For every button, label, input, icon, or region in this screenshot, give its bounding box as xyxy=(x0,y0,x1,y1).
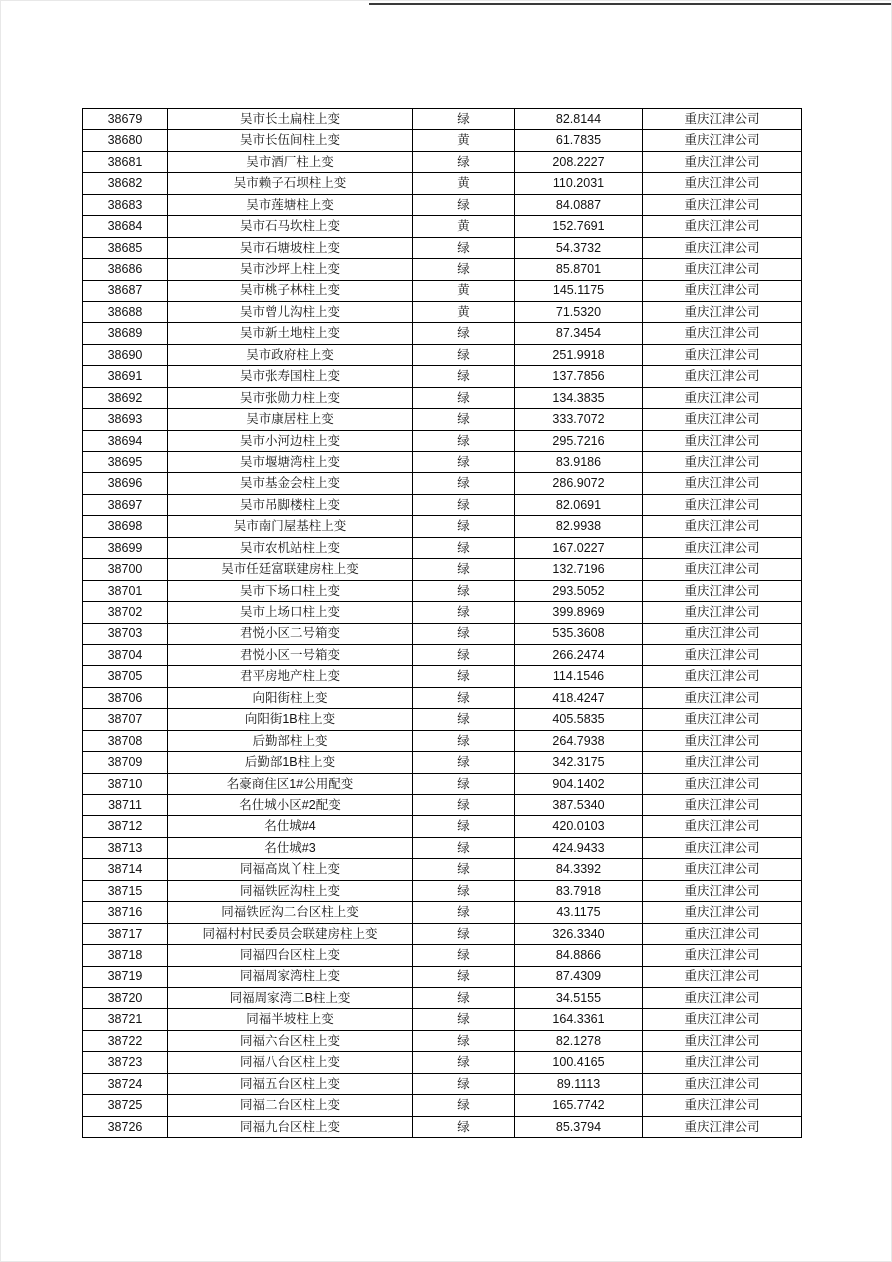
status-cell: 绿 xyxy=(413,709,515,730)
status-cell: 绿 xyxy=(413,323,515,344)
table-row xyxy=(83,987,802,1008)
value-cell: 82.8144 xyxy=(515,109,643,130)
status-cell: 黄 xyxy=(413,216,515,237)
status-cell: 绿 xyxy=(413,602,515,623)
company-cell: 重庆江津公司 xyxy=(643,516,802,537)
table-row xyxy=(83,259,802,280)
status-cell: 绿 xyxy=(413,344,515,365)
name-cell: 吴市石塘坡柱上变 xyxy=(168,237,413,258)
id-cell: 38687 xyxy=(83,280,168,301)
id-cell: 38683 xyxy=(83,194,168,215)
table-row xyxy=(83,1073,802,1094)
value-cell: 132.7196 xyxy=(515,559,643,580)
table-row xyxy=(83,194,802,215)
table-row xyxy=(83,559,802,580)
company-cell: 重庆江津公司 xyxy=(643,752,802,773)
id-cell: 38701 xyxy=(83,580,168,601)
status-cell: 绿 xyxy=(413,666,515,687)
name-cell: 同福二台区柱上变 xyxy=(168,1095,413,1116)
id-cell: 38692 xyxy=(83,387,168,408)
id-cell: 38711 xyxy=(83,795,168,816)
value-cell: 295.7216 xyxy=(515,430,643,451)
status-cell: 绿 xyxy=(413,987,515,1008)
name-cell: 向阳街1B柱上变 xyxy=(168,709,413,730)
name-cell: 名仕城小区#2配变 xyxy=(168,795,413,816)
company-cell: 重庆江津公司 xyxy=(643,1052,802,1073)
name-cell: 同福四台区柱上变 xyxy=(168,945,413,966)
name-cell: 吴市堰塘湾柱上变 xyxy=(168,452,413,473)
table-row xyxy=(83,966,802,987)
company-cell: 重庆江津公司 xyxy=(643,859,802,880)
table-row xyxy=(83,301,802,322)
name-cell: 君悦小区一号箱变 xyxy=(168,644,413,665)
value-cell: 264.7938 xyxy=(515,730,643,751)
id-cell: 38725 xyxy=(83,1095,168,1116)
name-cell: 吴市赖子石坝柱上变 xyxy=(168,173,413,194)
status-cell: 绿 xyxy=(413,945,515,966)
status-cell: 绿 xyxy=(413,237,515,258)
value-cell: 43.1175 xyxy=(515,902,643,923)
status-cell: 黄 xyxy=(413,173,515,194)
value-cell: 145.1175 xyxy=(515,280,643,301)
status-cell: 绿 xyxy=(413,795,515,816)
table-row xyxy=(83,1052,802,1073)
status-cell: 黄 xyxy=(413,130,515,151)
value-cell: 904.1402 xyxy=(515,773,643,794)
id-cell: 38712 xyxy=(83,816,168,837)
table-row xyxy=(83,795,802,816)
name-cell: 后勤部柱上变 xyxy=(168,730,413,751)
id-cell: 38713 xyxy=(83,837,168,858)
id-cell: 38705 xyxy=(83,666,168,687)
table-row xyxy=(83,280,802,301)
value-cell: 420.0103 xyxy=(515,816,643,837)
table-row xyxy=(83,623,802,644)
company-cell: 重庆江津公司 xyxy=(643,280,802,301)
name-cell: 同福村村民委员会联建房柱上变 xyxy=(168,923,413,944)
table-row xyxy=(83,773,802,794)
company-cell: 重庆江津公司 xyxy=(643,795,802,816)
value-cell: 266.2474 xyxy=(515,644,643,665)
status-cell: 绿 xyxy=(413,644,515,665)
name-cell: 吴市莲塘柱上变 xyxy=(168,194,413,215)
name-cell: 同福五台区柱上变 xyxy=(168,1073,413,1094)
company-cell: 重庆江津公司 xyxy=(643,623,802,644)
name-cell: 吴市南门屋基柱上变 xyxy=(168,516,413,537)
company-cell: 重庆江津公司 xyxy=(643,773,802,794)
company-cell: 重庆江津公司 xyxy=(643,409,802,430)
table-row xyxy=(83,516,802,537)
company-cell: 重庆江津公司 xyxy=(643,151,802,172)
status-cell: 绿 xyxy=(413,537,515,558)
name-cell: 吴市张寿国柱上变 xyxy=(168,366,413,387)
company-cell: 重庆江津公司 xyxy=(643,730,802,751)
name-cell: 吴市长土扁柱上变 xyxy=(168,109,413,130)
status-cell: 黄 xyxy=(413,280,515,301)
id-cell: 38681 xyxy=(83,151,168,172)
value-cell: 84.0887 xyxy=(515,194,643,215)
status-cell: 绿 xyxy=(413,259,515,280)
table-row xyxy=(83,494,802,515)
company-cell: 重庆江津公司 xyxy=(643,473,802,494)
company-cell: 重庆江津公司 xyxy=(643,452,802,473)
table-row xyxy=(83,880,802,901)
value-cell: 87.4309 xyxy=(515,966,643,987)
id-cell: 38717 xyxy=(83,923,168,944)
company-cell: 重庆江津公司 xyxy=(643,1073,802,1094)
id-cell: 38691 xyxy=(83,366,168,387)
id-cell: 38698 xyxy=(83,516,168,537)
name-cell: 吴市康居柱上变 xyxy=(168,409,413,430)
id-cell: 38688 xyxy=(83,301,168,322)
status-cell: 绿 xyxy=(413,880,515,901)
name-cell: 吴市石马坎柱上变 xyxy=(168,216,413,237)
id-cell: 38723 xyxy=(83,1052,168,1073)
table-row xyxy=(83,1030,802,1051)
name-cell: 吴市新土地柱上变 xyxy=(168,323,413,344)
id-cell: 38724 xyxy=(83,1073,168,1094)
company-cell: 重庆江津公司 xyxy=(643,537,802,558)
value-cell: 342.3175 xyxy=(515,752,643,773)
table-body xyxy=(83,109,802,1138)
name-cell: 名仕城#4 xyxy=(168,816,413,837)
table-row xyxy=(83,644,802,665)
id-cell: 38680 xyxy=(83,130,168,151)
table-row xyxy=(83,923,802,944)
value-cell: 34.5155 xyxy=(515,987,643,1008)
company-cell: 重庆江津公司 xyxy=(643,923,802,944)
value-cell: 71.5320 xyxy=(515,301,643,322)
value-cell: 208.2227 xyxy=(515,151,643,172)
company-cell: 重庆江津公司 xyxy=(643,602,802,623)
id-cell: 38716 xyxy=(83,902,168,923)
table-row xyxy=(83,945,802,966)
status-cell: 绿 xyxy=(413,1030,515,1051)
value-cell: 333.7072 xyxy=(515,409,643,430)
value-cell: 167.0227 xyxy=(515,537,643,558)
id-cell: 38689 xyxy=(83,323,168,344)
company-cell: 重庆江津公司 xyxy=(643,987,802,1008)
table-row xyxy=(83,173,802,194)
transformer-table xyxy=(82,108,802,1138)
company-cell: 重庆江津公司 xyxy=(643,709,802,730)
company-cell: 重庆江津公司 xyxy=(643,880,802,901)
id-cell: 38720 xyxy=(83,987,168,1008)
company-cell: 重庆江津公司 xyxy=(643,173,802,194)
status-cell: 绿 xyxy=(413,1095,515,1116)
company-cell: 重庆江津公司 xyxy=(643,430,802,451)
status-cell: 绿 xyxy=(413,151,515,172)
table-row xyxy=(83,366,802,387)
status-cell: 绿 xyxy=(413,473,515,494)
company-cell: 重庆江津公司 xyxy=(643,816,802,837)
name-cell: 同福周家湾二B柱上变 xyxy=(168,987,413,1008)
value-cell: 82.1278 xyxy=(515,1030,643,1051)
value-cell: 387.5340 xyxy=(515,795,643,816)
value-cell: 100.4165 xyxy=(515,1052,643,1073)
name-cell: 吴市政府柱上变 xyxy=(168,344,413,365)
status-cell: 绿 xyxy=(413,837,515,858)
company-cell: 重庆江津公司 xyxy=(643,237,802,258)
status-cell: 绿 xyxy=(413,1116,515,1137)
table-row xyxy=(83,859,802,880)
id-cell: 38682 xyxy=(83,173,168,194)
company-cell: 重庆江津公司 xyxy=(643,837,802,858)
id-cell: 38690 xyxy=(83,344,168,365)
table-row xyxy=(83,1095,802,1116)
company-cell: 重庆江津公司 xyxy=(643,259,802,280)
value-cell: 85.3794 xyxy=(515,1116,643,1137)
value-cell: 418.4247 xyxy=(515,687,643,708)
table-row xyxy=(83,752,802,773)
status-cell: 绿 xyxy=(413,387,515,408)
name-cell: 同福六台区柱上变 xyxy=(168,1030,413,1051)
status-cell: 绿 xyxy=(413,730,515,751)
value-cell: 89.1113 xyxy=(515,1073,643,1094)
company-cell: 重庆江津公司 xyxy=(643,687,802,708)
name-cell: 吴市长伍间柱上变 xyxy=(168,130,413,151)
table-row xyxy=(83,130,802,151)
name-cell: 吴市沙坪上柱上变 xyxy=(168,259,413,280)
value-cell: 286.9072 xyxy=(515,473,643,494)
status-cell: 绿 xyxy=(413,902,515,923)
company-cell: 重庆江津公司 xyxy=(643,494,802,515)
value-cell: 110.2031 xyxy=(515,173,643,194)
status-cell: 绿 xyxy=(413,366,515,387)
table-row xyxy=(83,452,802,473)
company-cell: 重庆江津公司 xyxy=(643,559,802,580)
name-cell: 吴市下场口柱上变 xyxy=(168,580,413,601)
value-cell: 293.5052 xyxy=(515,580,643,601)
status-cell: 绿 xyxy=(413,623,515,644)
company-cell: 重庆江津公司 xyxy=(643,1116,802,1137)
value-cell: 405.5835 xyxy=(515,709,643,730)
id-cell: 38704 xyxy=(83,644,168,665)
id-cell: 38695 xyxy=(83,452,168,473)
company-cell: 重庆江津公司 xyxy=(643,387,802,408)
value-cell: 82.0691 xyxy=(515,494,643,515)
id-cell: 38718 xyxy=(83,945,168,966)
table-row xyxy=(83,580,802,601)
name-cell: 向阳街柱上变 xyxy=(168,687,413,708)
table-row xyxy=(83,387,802,408)
value-cell: 114.1546 xyxy=(515,666,643,687)
name-cell: 同福铁匠沟二台区柱上变 xyxy=(168,902,413,923)
status-cell: 黄 xyxy=(413,301,515,322)
status-cell: 绿 xyxy=(413,580,515,601)
company-cell: 重庆江津公司 xyxy=(643,344,802,365)
value-cell: 84.3392 xyxy=(515,859,643,880)
company-cell: 重庆江津公司 xyxy=(643,130,802,151)
value-cell: 399.8969 xyxy=(515,602,643,623)
company-cell: 重庆江津公司 xyxy=(643,666,802,687)
table-row xyxy=(83,730,802,751)
id-cell: 38702 xyxy=(83,602,168,623)
value-cell: 83.9186 xyxy=(515,452,643,473)
id-cell: 38685 xyxy=(83,237,168,258)
company-cell: 重庆江津公司 xyxy=(643,902,802,923)
status-cell: 绿 xyxy=(413,1073,515,1094)
status-cell: 绿 xyxy=(413,452,515,473)
id-cell: 38726 xyxy=(83,1116,168,1137)
table-row xyxy=(83,687,802,708)
value-cell: 83.7918 xyxy=(515,880,643,901)
value-cell: 164.3361 xyxy=(515,1009,643,1030)
table-row xyxy=(83,902,802,923)
id-cell: 38693 xyxy=(83,409,168,430)
id-cell: 38709 xyxy=(83,752,168,773)
name-cell: 同福周家湾柱上变 xyxy=(168,966,413,987)
table-row xyxy=(83,1009,802,1030)
value-cell: 137.7856 xyxy=(515,366,643,387)
company-cell: 重庆江津公司 xyxy=(643,301,802,322)
value-cell: 326.3340 xyxy=(515,923,643,944)
name-cell: 同福高岚丫柱上变 xyxy=(168,859,413,880)
table-row xyxy=(83,151,802,172)
name-cell: 吴市基金会柱上变 xyxy=(168,473,413,494)
id-cell: 38697 xyxy=(83,494,168,515)
company-cell: 重庆江津公司 xyxy=(643,194,802,215)
table-row xyxy=(83,344,802,365)
name-cell: 吴市酒厂柱上变 xyxy=(168,151,413,172)
company-cell: 重庆江津公司 xyxy=(643,1009,802,1030)
status-cell: 绿 xyxy=(413,687,515,708)
id-cell: 38722 xyxy=(83,1030,168,1051)
name-cell: 名豪商住区1#公用配变 xyxy=(168,773,413,794)
table-row xyxy=(83,537,802,558)
id-cell: 38721 xyxy=(83,1009,168,1030)
value-cell: 424.9433 xyxy=(515,837,643,858)
name-cell: 吴市曾儿沟柱上变 xyxy=(168,301,413,322)
table-row xyxy=(83,602,802,623)
value-cell: 251.9918 xyxy=(515,344,643,365)
status-cell: 绿 xyxy=(413,859,515,880)
value-cell: 61.7835 xyxy=(515,130,643,151)
status-cell: 绿 xyxy=(413,516,515,537)
table-row xyxy=(83,216,802,237)
table-row xyxy=(83,709,802,730)
id-cell: 38700 xyxy=(83,559,168,580)
status-cell: 绿 xyxy=(413,1052,515,1073)
page-top-rule xyxy=(369,3,891,5)
name-cell: 同福铁匠沟柱上变 xyxy=(168,880,413,901)
id-cell: 38703 xyxy=(83,623,168,644)
status-cell: 绿 xyxy=(413,966,515,987)
table-row xyxy=(83,816,802,837)
name-cell: 吴市小河边柱上变 xyxy=(168,430,413,451)
status-cell: 绿 xyxy=(413,194,515,215)
id-cell: 38714 xyxy=(83,859,168,880)
id-cell: 38694 xyxy=(83,430,168,451)
name-cell: 吴市任廷富联建房柱上变 xyxy=(168,559,413,580)
company-cell: 重庆江津公司 xyxy=(643,945,802,966)
table-row xyxy=(83,430,802,451)
status-cell: 绿 xyxy=(413,409,515,430)
id-cell: 38719 xyxy=(83,966,168,987)
company-cell: 重庆江津公司 xyxy=(643,580,802,601)
name-cell: 君平房地产柱上变 xyxy=(168,666,413,687)
name-cell: 后勤部1B柱上变 xyxy=(168,752,413,773)
status-cell: 绿 xyxy=(413,752,515,773)
id-cell: 38684 xyxy=(83,216,168,237)
name-cell: 名仕城#3 xyxy=(168,837,413,858)
value-cell: 165.7742 xyxy=(515,1095,643,1116)
table-row xyxy=(83,237,802,258)
status-cell: 绿 xyxy=(413,923,515,944)
value-cell: 85.8701 xyxy=(515,259,643,280)
id-cell: 38699 xyxy=(83,537,168,558)
company-cell: 重庆江津公司 xyxy=(643,323,802,344)
id-cell: 38686 xyxy=(83,259,168,280)
transformer-table-container xyxy=(82,108,801,1138)
name-cell: 同福半坡柱上变 xyxy=(168,1009,413,1030)
id-cell: 38707 xyxy=(83,709,168,730)
value-cell: 84.8866 xyxy=(515,945,643,966)
status-cell: 绿 xyxy=(413,816,515,837)
company-cell: 重庆江津公司 xyxy=(643,644,802,665)
name-cell: 吴市吊脚楼柱上变 xyxy=(168,494,413,515)
id-cell: 38706 xyxy=(83,687,168,708)
value-cell: 535.3608 xyxy=(515,623,643,644)
status-cell: 绿 xyxy=(413,109,515,130)
name-cell: 吴市上场口柱上变 xyxy=(168,602,413,623)
name-cell: 吴市农机站柱上变 xyxy=(168,537,413,558)
status-cell: 绿 xyxy=(413,430,515,451)
table-row xyxy=(83,409,802,430)
name-cell: 吴市桃子林柱上变 xyxy=(168,280,413,301)
table-row xyxy=(83,666,802,687)
name-cell: 君悦小区二号箱变 xyxy=(168,623,413,644)
name-cell: 同福八台区柱上变 xyxy=(168,1052,413,1073)
company-cell: 重庆江津公司 xyxy=(643,366,802,387)
table-row xyxy=(83,473,802,494)
id-cell: 38715 xyxy=(83,880,168,901)
table-row xyxy=(83,1116,802,1137)
name-cell: 吴市张勋力柱上变 xyxy=(168,387,413,408)
status-cell: 绿 xyxy=(413,1009,515,1030)
id-cell: 38708 xyxy=(83,730,168,751)
company-cell: 重庆江津公司 xyxy=(643,1095,802,1116)
company-cell: 重庆江津公司 xyxy=(643,216,802,237)
table-row xyxy=(83,323,802,344)
table-row xyxy=(83,837,802,858)
id-cell: 38710 xyxy=(83,773,168,794)
value-cell: 87.3454 xyxy=(515,323,643,344)
value-cell: 54.3732 xyxy=(515,237,643,258)
value-cell: 134.3835 xyxy=(515,387,643,408)
id-cell: 38679 xyxy=(83,109,168,130)
id-cell: 38696 xyxy=(83,473,168,494)
status-cell: 绿 xyxy=(413,494,515,515)
company-cell: 重庆江津公司 xyxy=(643,1030,802,1051)
value-cell: 152.7691 xyxy=(515,216,643,237)
name-cell: 同福九台区柱上变 xyxy=(168,1116,413,1137)
status-cell: 绿 xyxy=(413,773,515,794)
table-row xyxy=(83,109,802,130)
company-cell: 重庆江津公司 xyxy=(643,966,802,987)
value-cell: 82.9938 xyxy=(515,516,643,537)
company-cell: 重庆江津公司 xyxy=(643,109,802,130)
status-cell: 绿 xyxy=(413,559,515,580)
